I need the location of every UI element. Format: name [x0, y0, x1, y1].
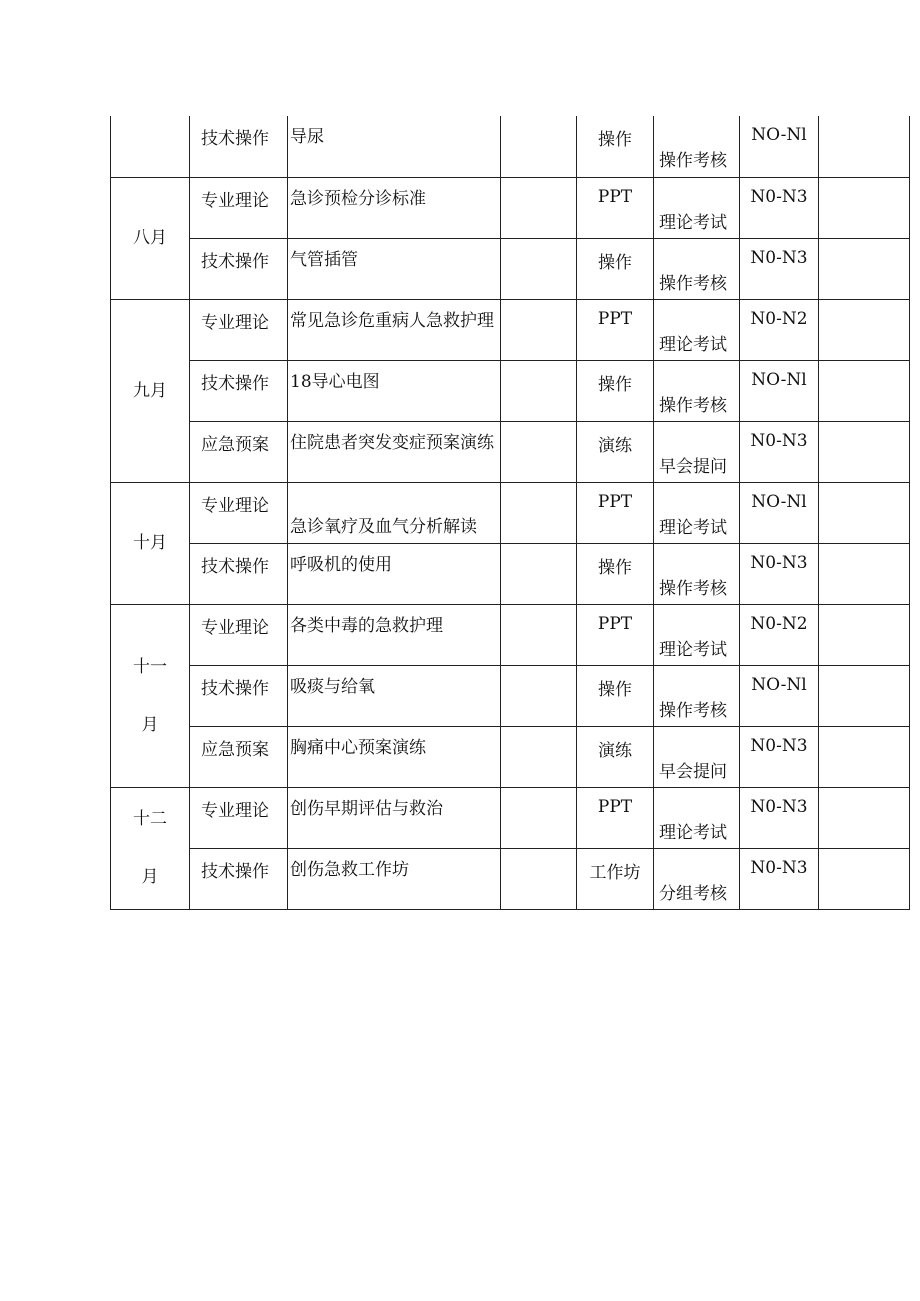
- topic-cell: 急诊预检分诊标准: [288, 177, 501, 238]
- table-row: [111, 360, 910, 421]
- empty-cell: [501, 482, 577, 543]
- table-row: [111, 421, 910, 482]
- category-cell: 技术操作: [190, 848, 288, 909]
- category-cell: 技术操作: [190, 665, 288, 726]
- empty-cell: [819, 604, 910, 665]
- method-cell: PPT: [577, 177, 654, 238]
- empty-cell: [819, 299, 910, 360]
- category-cell: 专业理论: [190, 177, 288, 238]
- assessment-cell: 分组考核: [654, 848, 740, 909]
- table-row: [111, 787, 910, 848]
- level-cell: N0-N3: [740, 726, 819, 787]
- table-row: [111, 543, 910, 604]
- empty-cell: [819, 787, 910, 848]
- level-cell: N0-N2: [740, 604, 819, 665]
- empty-cell: [819, 543, 910, 604]
- topic-cell: 导尿: [288, 116, 501, 177]
- month-cell: 十二 月: [111, 787, 190, 909]
- table-row: [111, 299, 910, 360]
- level-cell: NO-Nl: [740, 360, 819, 421]
- topic-cell: 常见急诊危重病人急救护理: [288, 299, 501, 360]
- category-cell: 专业理论: [190, 299, 288, 360]
- table-row: [111, 177, 910, 238]
- table-row: [111, 482, 910, 543]
- empty-cell: [501, 360, 577, 421]
- assessment-cell: 操作考核: [654, 360, 740, 421]
- month-cell: 十一 月: [111, 604, 190, 787]
- empty-cell: [819, 360, 910, 421]
- topic-cell: 18导心电图: [288, 360, 501, 421]
- level-cell: N0-N2: [740, 299, 819, 360]
- table-body: [111, 116, 910, 909]
- month-cell: 九月: [111, 299, 190, 482]
- level-cell: NO-Nl: [740, 665, 819, 726]
- empty-cell: [501, 665, 577, 726]
- month-cell: [111, 116, 190, 177]
- category-cell: 专业理论: [190, 604, 288, 665]
- level-cell: N0-N3: [740, 238, 819, 299]
- empty-cell: [501, 604, 577, 665]
- empty-cell: [501, 848, 577, 909]
- category-cell: 应急预案: [190, 421, 288, 482]
- assessment-cell: 操作考核: [654, 116, 740, 177]
- level-cell: N0-N3: [740, 787, 819, 848]
- empty-cell: [501, 787, 577, 848]
- table-row: [111, 116, 910, 177]
- table-row: [111, 604, 910, 665]
- empty-cell: [819, 177, 910, 238]
- table-row: [111, 726, 910, 787]
- method-cell: 演练: [577, 726, 654, 787]
- method-cell: 操作: [577, 665, 654, 726]
- empty-cell: [501, 177, 577, 238]
- topic-cell: 创伤急救工作坊: [288, 848, 501, 909]
- empty-cell: [501, 421, 577, 482]
- method-cell: 操作: [577, 238, 654, 299]
- empty-cell: [819, 116, 910, 177]
- category-cell: 技术操作: [190, 543, 288, 604]
- level-cell: NO-Nl: [740, 116, 819, 177]
- topic-cell: 胸痛中心预案演练: [288, 726, 501, 787]
- table-row: [111, 665, 910, 726]
- level-cell: N0-N3: [740, 421, 819, 482]
- assessment-cell: 理论考试: [654, 482, 740, 543]
- month-cell: 八月: [111, 177, 190, 299]
- topic-cell: 各类中毒的急救护理: [288, 604, 501, 665]
- assessment-cell: 理论考试: [654, 299, 740, 360]
- empty-cell: [501, 116, 577, 177]
- table-row: [111, 848, 910, 909]
- topic-cell: 吸痰与给氧: [288, 665, 501, 726]
- assessment-cell: 操作考核: [654, 665, 740, 726]
- level-cell: NO-Nl: [740, 482, 819, 543]
- method-cell: PPT: [577, 482, 654, 543]
- assessment-cell: 操作考核: [654, 238, 740, 299]
- level-cell: N0-N3: [740, 848, 819, 909]
- assessment-cell: 理论考试: [654, 787, 740, 848]
- empty-cell: [819, 665, 910, 726]
- method-cell: 操作: [577, 116, 654, 177]
- category-cell: 技术操作: [190, 360, 288, 421]
- method-cell: 操作: [577, 543, 654, 604]
- empty-cell: [819, 848, 910, 909]
- topic-cell: 住院患者突发变症预案演练: [288, 421, 501, 482]
- empty-cell: [819, 421, 910, 482]
- category-cell: 应急预案: [190, 726, 288, 787]
- empty-cell: [819, 482, 910, 543]
- method-cell: PPT: [577, 299, 654, 360]
- method-cell: 工作坊: [577, 848, 654, 909]
- category-cell: 技术操作: [190, 116, 288, 177]
- topic-cell: 气管插管: [288, 238, 501, 299]
- table-row: [111, 238, 910, 299]
- method-cell: PPT: [577, 604, 654, 665]
- assessment-cell: 操作考核: [654, 543, 740, 604]
- method-cell: 演练: [577, 421, 654, 482]
- topic-cell: 急诊氧疗及血气分析解读: [288, 482, 501, 543]
- topic-cell: 创伤早期评估与救治: [288, 787, 501, 848]
- category-cell: 技术操作: [190, 238, 288, 299]
- method-cell: 操作: [577, 360, 654, 421]
- assessment-cell: 早会提问: [654, 421, 740, 482]
- empty-cell: [819, 726, 910, 787]
- empty-cell: [501, 543, 577, 604]
- training-plan-table: [110, 116, 910, 910]
- month-cell: 十月: [111, 482, 190, 604]
- assessment-cell: 理论考试: [654, 604, 740, 665]
- method-cell: PPT: [577, 787, 654, 848]
- empty-cell: [501, 238, 577, 299]
- assessment-cell: 理论考试: [654, 177, 740, 238]
- category-cell: 专业理论: [190, 787, 288, 848]
- empty-cell: [501, 726, 577, 787]
- category-cell: 专业理论: [190, 482, 288, 543]
- level-cell: N0-N3: [740, 177, 819, 238]
- empty-cell: [501, 299, 577, 360]
- empty-cell: [819, 238, 910, 299]
- level-cell: N0-N3: [740, 543, 819, 604]
- assessment-cell: 早会提问: [654, 726, 740, 787]
- topic-cell: 呼吸机的使用: [288, 543, 501, 604]
